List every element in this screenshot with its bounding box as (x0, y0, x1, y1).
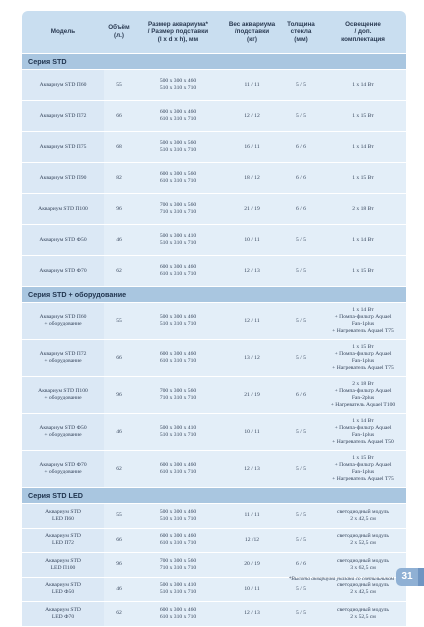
table-row (22, 529, 406, 553)
weight-cell: 12 / 13 (222, 256, 282, 286)
model-cell: Аквариум STD П60 (22, 70, 104, 100)
volume-cell: 62 (104, 602, 134, 626)
weight-cell: 21 / 19 (222, 194, 282, 224)
lighting-cell: 1 x 15 Вт + Помпа-фильтр Aquael Fan-1plus + Нагреватель Aquael T75 (320, 340, 406, 376)
volume-cell: 66 (104, 340, 134, 376)
stand-size: 710 x 310 x 710 (159, 564, 197, 571)
volume-cell: 82 (104, 163, 134, 193)
section-title: Серия STD (22, 54, 406, 69)
header-model: Модель (22, 11, 104, 53)
stand-size: 710 x 310 x 710 (159, 395, 197, 401)
aquarium-size: 700 x 300 x 560 (159, 557, 197, 564)
stand-size: 510 x 310 x 710 (159, 85, 197, 91)
header-glass: Толщина стекла (мм) (282, 11, 320, 53)
stand-size: 610 x 310 x 710 (159, 358, 197, 364)
stand-size: 610 x 310 x 710 (159, 540, 197, 547)
weight-cell: 12 / 13 (222, 451, 282, 487)
weight-cell: 21 / 19 (222, 377, 282, 413)
stand-size: 510 x 310 x 710 (159, 432, 197, 438)
table-header-row (22, 11, 406, 53)
volume-cell: 55 (104, 504, 134, 528)
glass-thickness-cell: 6 / 6 (282, 132, 320, 162)
size-cell (134, 504, 222, 528)
volume-cell: 62 (104, 256, 134, 286)
model-cell: Аквариум STD LED П100 (22, 553, 104, 577)
section-header-row (22, 287, 406, 302)
size-cell (134, 163, 222, 193)
volume-cell: 96 (104, 377, 134, 413)
volume-cell: 68 (104, 132, 134, 162)
volume-cell: 66 (104, 529, 134, 553)
page-number: 31 (396, 568, 418, 586)
glass-thickness-cell: 5 / 5 (282, 602, 320, 626)
volume-cell: 62 (104, 451, 134, 487)
section-header-row (22, 54, 406, 69)
stand-size: 610 x 310 x 710 (159, 613, 197, 620)
section-title: Серия STD LED (22, 488, 406, 503)
weight-cell: 12 / 11 (222, 303, 282, 339)
lighting-cell: 1 x 15 Вт (320, 101, 406, 131)
header-size: Размер аквариума* / Размер подставки (l x d x h), мм (134, 11, 222, 53)
weight-cell: 20 / 19 (222, 553, 282, 577)
weight-cell: 16 / 11 (222, 132, 282, 162)
glass-thickness-cell: 5 / 5 (282, 256, 320, 286)
aquarium-size: 600 x 300 x 560 (159, 171, 197, 177)
stand-size: 510 x 310 x 710 (159, 515, 197, 522)
size-cell (134, 132, 222, 162)
glass-thickness-cell: 5 / 5 (282, 414, 320, 450)
lighting-cell: светодиодный модуль 2 x 52,5 см (320, 602, 406, 626)
header-lighting: Освещение / доп. комплектация (320, 11, 406, 53)
size-cell (134, 451, 222, 487)
section-title: Серия STD + оборудование (22, 287, 406, 302)
stand-size: 710 x 310 x 710 (159, 209, 197, 215)
model-cell: Аквариум STD П75 (22, 132, 104, 162)
aquarium-size: 600 x 300 x 460 (159, 606, 197, 613)
lighting-cell: светодиодный модуль 2 x 42,5 см (320, 504, 406, 528)
model-cell: Аквариум STD П90 (22, 163, 104, 193)
footnote: *Высота аквариума указана со светильником (288, 576, 394, 582)
lighting-cell: 2 x 18 Вт + Помпа-фильтр Aquael Fan-2plus + Нагреватель Aquael T100 (320, 377, 406, 413)
lighting-cell: светодиодный модуль 2 x 52,5 см (320, 529, 406, 553)
aquarium-size: 500 x 300 x 560 (159, 140, 197, 146)
lighting-cell: 1 x 14 Вт (320, 225, 406, 255)
model-cell: Аквариум STD Ф50 + оборудование (22, 414, 104, 450)
glass-thickness-cell: 5 / 5 (282, 70, 320, 100)
size-cell (134, 553, 222, 577)
model-cell: Аквариум STD П72 (22, 101, 104, 131)
size-cell (134, 340, 222, 376)
lighting-cell: светодиодный модуль 2 x 42,5 см (320, 578, 406, 602)
aquarium-size: 600 x 300 x 460 (159, 462, 197, 468)
section-header-row (22, 488, 406, 503)
weight-cell: 11 / 11 (222, 70, 282, 100)
model-cell: Аквариум STD LED П60 (22, 504, 104, 528)
table-row (22, 256, 406, 286)
aquarium-size: 500 x 300 x 410 (159, 582, 197, 589)
model-cell: Аквариум STD LED Ф50 (22, 578, 104, 602)
header-volume: Объём (л.) (104, 11, 134, 53)
weight-cell: 11 / 11 (222, 504, 282, 528)
weight-cell: 12 /12 (222, 529, 282, 553)
model-cell: Аквариум STD П60 + оборудование (22, 303, 104, 339)
lighting-cell: 1 x 15 Вт + Помпа-фильтр Aquael Fan-1plus + Нагреватель Aquael T75 (320, 451, 406, 487)
volume-cell: 66 (104, 101, 134, 131)
glass-thickness-cell: 5 / 5 (282, 101, 320, 131)
size-cell (134, 377, 222, 413)
stand-size: 610 x 310 x 710 (159, 469, 197, 475)
weight-cell: 12 / 12 (222, 101, 282, 131)
size-cell (134, 529, 222, 553)
model-cell: Аквариум STD Ф50 (22, 225, 104, 255)
size-cell (134, 70, 222, 100)
glass-thickness-cell: 6 / 6 (282, 553, 320, 577)
size-cell (134, 194, 222, 224)
lighting-cell: светодиодный модуль 3 x 62,5 см (320, 553, 406, 577)
size-cell (134, 101, 222, 131)
glass-thickness-cell: 5 / 5 (282, 504, 320, 528)
aquarium-size: 700 x 300 x 560 (159, 388, 197, 394)
model-cell: Аквариум STD LED Ф70 (22, 602, 104, 626)
glass-thickness-cell: 6 / 6 (282, 194, 320, 224)
weight-cell: 18 / 12 (222, 163, 282, 193)
table-row (22, 194, 406, 224)
table-body (22, 54, 406, 626)
stand-size: 510 x 310 x 710 (159, 147, 197, 153)
weight-cell: 10 / 11 (222, 414, 282, 450)
header-weight: Вес аквариума /подставки (кг) (222, 11, 282, 53)
lighting-cell: 2 x 18 Вт (320, 194, 406, 224)
table-row (22, 101, 406, 131)
aquarium-size: 600 x 300 x 460 (159, 109, 197, 115)
aquarium-size: 700 x 300 x 560 (159, 202, 197, 208)
stand-size: 510 x 310 x 710 (159, 240, 197, 246)
stand-size: 610 x 310 x 710 (159, 271, 197, 277)
glass-thickness-cell: 5 / 5 (282, 451, 320, 487)
weight-cell: 10 / 11 (222, 225, 282, 255)
aquarium-size: 500 x 300 x 460 (159, 314, 197, 320)
model-cell: Аквариум STD Ф70 (22, 256, 104, 286)
aquarium-size: 600 x 300 x 460 (159, 351, 197, 357)
volume-cell: 96 (104, 553, 134, 577)
table-row (22, 602, 406, 626)
model-cell: Аквариум STD П72 + оборудование (22, 340, 104, 376)
volume-cell: 55 (104, 303, 134, 339)
aquarium-size: 500 x 300 x 460 (159, 78, 197, 84)
model-cell: Аквариум STD П100 + оборудование (22, 377, 104, 413)
volume-cell: 46 (104, 225, 134, 255)
table-row (22, 340, 406, 376)
table-row (22, 163, 406, 193)
volume-cell: 46 (104, 414, 134, 450)
size-cell (134, 303, 222, 339)
model-cell: Аквариум STD П100 (22, 194, 104, 224)
size-cell (134, 414, 222, 450)
table-row (22, 377, 406, 413)
glass-thickness-cell: 5 / 5 (282, 529, 320, 553)
size-cell (134, 256, 222, 286)
size-cell (134, 602, 222, 626)
lighting-cell: 1 x 14 Вт (320, 132, 406, 162)
size-cell (134, 225, 222, 255)
table-row (22, 70, 406, 100)
glass-thickness-cell: 5 / 5 (282, 340, 320, 376)
lighting-cell: 1 x 15 Вт (320, 256, 406, 286)
size-cell (134, 578, 222, 602)
aquarium-size: 600 x 300 x 460 (159, 533, 197, 540)
table-row (22, 451, 406, 487)
glass-thickness-cell: 6 / 6 (282, 377, 320, 413)
model-cell: Аквариум STD LED П72 (22, 529, 104, 553)
volume-cell: 96 (104, 194, 134, 224)
table-row (22, 504, 406, 528)
aquarium-size: 500 x 300 x 410 (159, 233, 197, 239)
lighting-cell: 1 x 14 Вт (320, 70, 406, 100)
lighting-cell: 1 x 14 Вт + Помпа-фильтр Aquael Fan-1plus + Нагреватель Aquael T75 (320, 303, 406, 339)
aquarium-size: 500 x 300 x 410 (159, 425, 197, 431)
aquarium-spec-table (22, 10, 406, 627)
volume-cell: 46 (104, 578, 134, 602)
aquarium-size: 500 x 300 x 460 (159, 508, 197, 515)
glass-thickness-cell: 5 / 5 (282, 225, 320, 255)
model-cell: Аквариум STD Ф70 + оборудование (22, 451, 104, 487)
glass-thickness-cell: 5 / 5 (282, 578, 320, 602)
stand-size: 510 x 310 x 710 (159, 321, 197, 327)
lighting-cell: 1 x 14 Вт + Помпа-фильтр Aquael Fan-1plus + Нагреватель Aquael T50 (320, 414, 406, 450)
weight-cell: 10 / 11 (222, 578, 282, 602)
table-row (22, 414, 406, 450)
table-row (22, 303, 406, 339)
lighting-cell: 1 x 15 Вт (320, 163, 406, 193)
stand-size: 510 x 310 x 710 (159, 589, 197, 596)
table-row (22, 553, 406, 577)
stand-size: 610 x 310 x 710 (159, 116, 197, 122)
stand-size: 610 x 310 x 710 (159, 178, 197, 184)
aquarium-size: 600 x 300 x 460 (159, 264, 197, 270)
page-edge-tab (418, 568, 424, 586)
table-row (22, 132, 406, 162)
glass-thickness-cell: 6 / 6 (282, 163, 320, 193)
weight-cell: 13 / 12 (222, 340, 282, 376)
volume-cell: 55 (104, 70, 134, 100)
table-row (22, 225, 406, 255)
glass-thickness-cell: 5 / 5 (282, 303, 320, 339)
weight-cell: 12 / 13 (222, 602, 282, 626)
